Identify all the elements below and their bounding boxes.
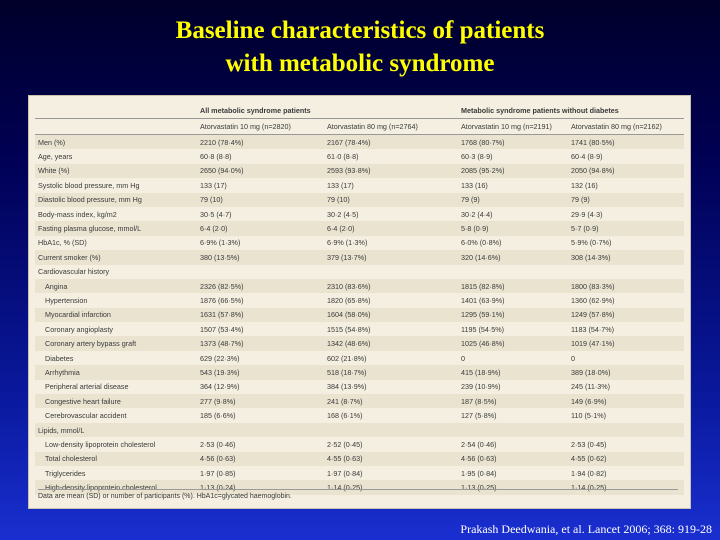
table-cell (197, 265, 324, 279)
table-cell: 1876 (66·5%) (200, 295, 244, 305)
table-cell: 168 (6·1%) (327, 411, 363, 421)
table-cell: 133 (16) (461, 180, 488, 190)
table-cell: 1800 (83·3%) (568, 279, 684, 293)
row-label: Arrhythmia (35, 365, 197, 379)
row-label: Myocardial infarction (35, 308, 197, 322)
table-row (35, 423, 684, 437)
table-row (35, 250, 684, 264)
group-header-row (35, 102, 684, 119)
table-cell: 1507 (53·4%) (200, 324, 244, 334)
table-cell: 384 (13·9%) (327, 382, 367, 392)
table-cell: 79 (10) (324, 193, 458, 207)
table-cell: 2085 (95·2%) (458, 164, 568, 178)
table-cell: 2326 (82·5%) (197, 279, 324, 293)
table-cell: 364 (12·9%) (200, 382, 240, 392)
table-cell: 1·94 (0·82) (571, 468, 607, 478)
table-row (35, 135, 684, 150)
table-cell: 2167 (78·4%) (324, 135, 458, 150)
table-cell: 380 (13·5%) (197, 250, 324, 264)
table-row (35, 308, 684, 322)
table-cell: 629 (22·3%) (200, 353, 240, 363)
table-cell: 29·9 (4·3) (571, 209, 603, 219)
table-footnote: Data are mean (SD) or number of participants (%). HbA1c=glycated haemoglobin. (38, 489, 678, 500)
table-cell: 245 (11·3%) (571, 382, 611, 392)
table-row (35, 265, 684, 279)
table-cell: 79 (10) (197, 193, 324, 207)
column-header: Atorvastatin 10 mg (n=2191) (458, 119, 568, 135)
row-label: High-density lipoprotein cholesterol (35, 480, 197, 494)
table-cell: 1401 (63·9%) (461, 295, 505, 305)
column-header: Atorvastatin 80 mg (n=2162) (568, 119, 684, 135)
table-cell: 518 (18·7%) (324, 365, 458, 379)
table-cell: 1·97 (0·85) (200, 468, 236, 478)
table-cell: 79 (9) (568, 193, 684, 207)
row-label: Congestive heart failure (35, 394, 197, 408)
table-row (35, 178, 684, 192)
row-label: White (%) (35, 164, 197, 178)
row-label: Hypertension (45, 295, 88, 305)
table-cell: 1019 (47·1%) (568, 336, 684, 350)
table-row (35, 149, 684, 163)
table-cell: 4·56 (0·63) (197, 452, 324, 466)
table-cell (568, 423, 684, 437)
table-cell: 1741 (80·5%) (568, 135, 684, 150)
table-cell: 602 (21·8%) (327, 353, 367, 363)
table-cell: 6·0% (0·8%) (461, 238, 502, 248)
row-label: HbA1c, % (SD) (38, 238, 87, 248)
table-cell (324, 423, 458, 437)
table-cell: 2·53 (0·46) (200, 439, 236, 449)
table-cell: 2050 (94·8%) (568, 164, 684, 178)
row-label: Men (%) (35, 135, 197, 150)
table-cell: 30·5 (4·7) (200, 209, 232, 219)
table-cell: 1025 (46·8%) (458, 336, 568, 350)
table-row (35, 207, 684, 221)
table-cell: 1295 (59·1%) (458, 308, 568, 322)
table-cell: 4·55 (0·62) (568, 452, 684, 466)
table-cell: 2650 (94·0%) (197, 164, 324, 178)
table-row (35, 164, 684, 178)
table-cell: 389 (18·0%) (568, 365, 684, 379)
row-label: Diastolic blood pressure, mm Hg (35, 193, 197, 207)
table-cell: 2·52 (0·45) (327, 439, 363, 449)
row-label: Systolic blood pressure, mm Hg (38, 180, 140, 190)
table-cell: 1195 (54·5%) (461, 324, 505, 334)
slide-title-line-1: Baseline characteristics of patients (175, 17, 545, 44)
table-cell: 1815 (82·8%) (458, 279, 568, 293)
table-row (35, 437, 684, 451)
table-cell: 1·13 (0·25) (458, 480, 568, 494)
table-cell: 6·4 (2·0) (324, 221, 458, 235)
table-cell: 30·2 (4·4) (461, 209, 493, 219)
baseline-characteristics-table (35, 102, 684, 495)
slide-title-line-2: with metabolic syndrome (225, 50, 495, 77)
table-cell: 1604 (58·0%) (324, 308, 458, 322)
table-cell: 2593 (93·8%) (324, 164, 458, 178)
table-cell: 6·9% (1·3%) (327, 238, 368, 248)
table-cell: 2310 (83·6%) (324, 279, 458, 293)
table-cell: 60·8 (8·8) (200, 152, 232, 162)
table-cell: 4·56 (0·63) (458, 452, 568, 466)
row-label: Angina (35, 279, 197, 293)
row-label: Cardiovascular history (38, 267, 110, 277)
table-cell: 1·97 (0·84) (327, 468, 363, 478)
table-cell: 127 (5·8%) (461, 411, 497, 421)
row-label: Body-mass index, kg/m2 (38, 209, 117, 219)
table-row (35, 322, 684, 336)
table-row (35, 394, 684, 408)
table-cell: 60·3 (8·9) (461, 152, 493, 162)
table-panel (28, 95, 691, 509)
table-cell: 415 (18·9%) (458, 365, 568, 379)
table-cell (324, 265, 458, 279)
table-cell (568, 265, 684, 279)
table-cell: 239 (10·9%) (461, 382, 501, 392)
table-cell: 543 (19·3%) (197, 365, 324, 379)
row-label: Coronary angioplasty (45, 324, 113, 334)
table-row (35, 452, 684, 466)
row-label: Diabetes (45, 353, 74, 363)
row-label: Age, years (38, 152, 73, 162)
table-cell: 1183 (54·7%) (571, 324, 615, 334)
table-cell: 1820 (65·8%) (327, 295, 371, 305)
table-cell: 79 (9) (458, 193, 568, 207)
table-cell: 1515 (54·8%) (327, 324, 371, 334)
citation: Prakash Deedwania, et al. Lancet 2006; 368: 919-28 (460, 522, 712, 536)
table-row (35, 365, 684, 379)
column-header-row (35, 119, 684, 135)
row-label: Triglycerides (45, 468, 86, 478)
row-label: Total cholesterol (35, 452, 197, 466)
table-cell: 60·4 (8·9) (571, 152, 603, 162)
table-cell: 0 (461, 353, 466, 363)
table-row (35, 293, 684, 307)
group-header-blank (35, 102, 197, 119)
table-cell: 320 (14·6%) (458, 250, 568, 264)
row-label: Lipids, mmol/L (35, 423, 197, 437)
table-row (35, 351, 684, 365)
table-cell: 277 (9·8%) (197, 394, 324, 408)
row-label: Peripheral arterial disease (45, 382, 129, 392)
row-label: Coronary artery bypass graft (35, 336, 197, 350)
group-header-all-patients: All metabolic syndrome patients (197, 102, 458, 119)
table-cell: 61·0 (8·8) (327, 152, 359, 162)
table-cell: 1·13 (0·24) (197, 480, 324, 494)
table-cell (197, 423, 324, 437)
table-cell: 133 (17) (327, 180, 354, 190)
table-cell (458, 423, 568, 437)
table-cell: 1768 (80·7%) (458, 135, 568, 150)
table-cell: 6·9% (1·3%) (200, 238, 241, 248)
column-header: Atorvastatin 80 mg (n=2764) (324, 119, 458, 135)
column-header: Atorvastatin 10 mg (n=2820) (197, 119, 324, 135)
table-cell: 5·7 (0·9) (568, 221, 684, 235)
table-cell: 1360 (62·9%) (571, 295, 615, 305)
table-cell: 5·8 (0·9) (458, 221, 568, 235)
table-cell: 1249 (57·8%) (568, 308, 684, 322)
table-cell: 132 (16) (571, 180, 598, 190)
table-cell: 185 (6·6%) (200, 411, 236, 421)
row-label: Low-density lipoprotein cholesterol (45, 439, 156, 449)
table-cell (458, 265, 568, 279)
table-row (35, 380, 684, 394)
table-cell: 4·55 (0·63) (324, 452, 458, 466)
table-cell: 379 (13·7%) (324, 250, 458, 264)
table-row (35, 408, 684, 422)
row-label: Fasting plasma glucose, mmol/L (35, 221, 197, 235)
table-row (35, 221, 684, 235)
table-cell: 2·54 (0·46) (461, 439, 497, 449)
table-cell: 0 (571, 353, 576, 363)
table-cell: 6·4 (2·0) (197, 221, 324, 235)
table-cell: 187 (8·5%) (458, 394, 568, 408)
table-cell: 133 (17) (200, 180, 227, 190)
slide-title (0, 14, 720, 80)
table-row (35, 279, 684, 293)
table-cell: 1373 (48·7%) (197, 336, 324, 350)
table-row (35, 466, 684, 480)
table-cell: 1631 (57·8%) (197, 308, 324, 322)
row-label: Cerebrovascular accident (45, 411, 127, 421)
table-cell: 149 (6·9%) (568, 394, 684, 408)
table-cell: 1·95 (0·84) (461, 468, 497, 478)
table-row (35, 193, 684, 207)
table-cell: 308 (14·3%) (568, 250, 684, 264)
table-cell: 1·14 (0·25) (324, 480, 458, 494)
table-row (35, 236, 684, 250)
table-cell: 110 (5·1%) (571, 411, 607, 421)
table-cell: 1342 (48·6%) (324, 336, 458, 350)
row-label: Current smoker (%) (35, 250, 197, 264)
column-header-label (35, 119, 197, 135)
table-cell: 5·9% (0·7%) (571, 238, 612, 248)
table-cell: 241 (8·7%) (324, 394, 458, 408)
table-cell: 2·53 (0·45) (571, 439, 607, 449)
table-cell: 2210 (78·4%) (197, 135, 324, 150)
table-row (35, 336, 684, 350)
table-body (35, 135, 684, 495)
table-cell: 1·14 (0·25) (568, 480, 684, 494)
group-header-without-diabetes: Metabolic syndrome patients without diabetes (458, 102, 684, 119)
table-cell: 30·2 (4·5) (327, 209, 359, 219)
